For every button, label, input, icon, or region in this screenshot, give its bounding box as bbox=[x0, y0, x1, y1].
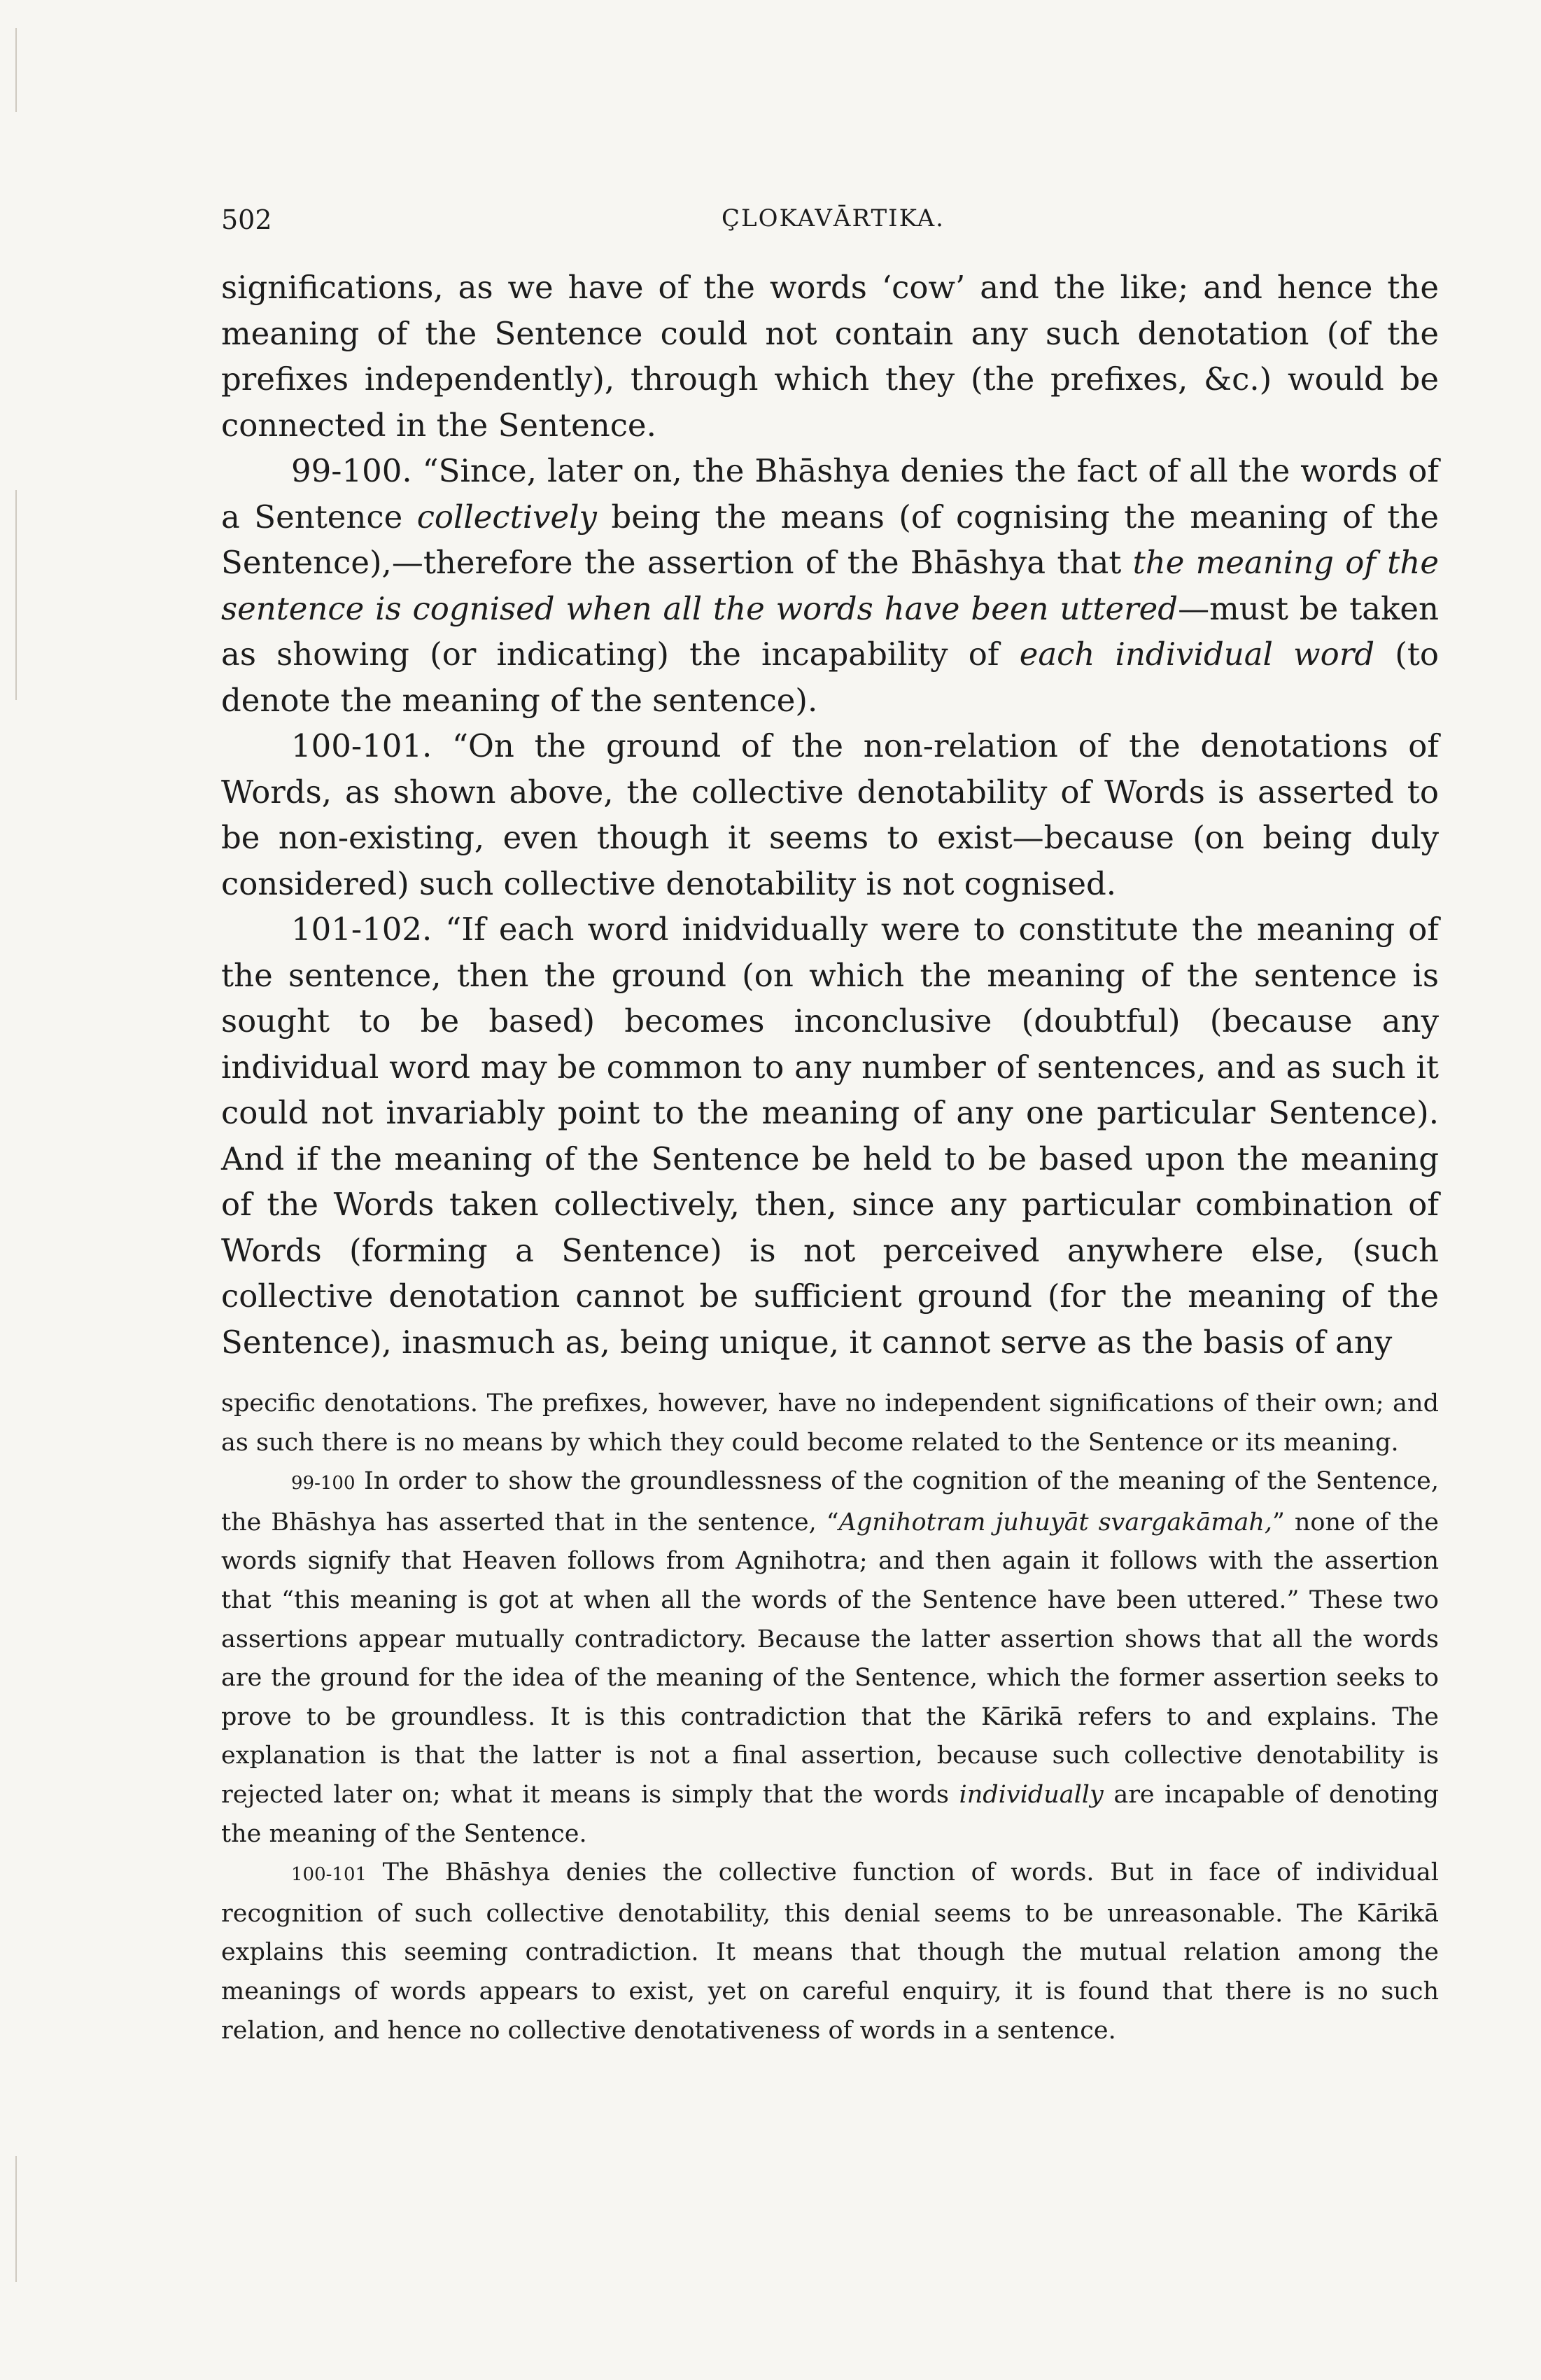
verse-text: being the means (of cognising the meaning of the Sentence),—therefore the assertion of the Bhāshya that bbox=[221, 498, 1439, 581]
verse-99-100 bbox=[221, 448, 1439, 723]
footnote-emphasis: Agnihotram juhuyāt svargakāmah, bbox=[838, 1508, 1272, 1536]
footnote-text: In order to show the groundlessness of the cognition of the meaning of the Sentence, the Bhāshya has asserted that in the sentence, “ bbox=[221, 1467, 1439, 1536]
footnote-text: The Bhāshya denies the collective function of words. But in face of individual recognition of such collective denotability, this denial seems to be unreasonable. The Kārikā explains this seeming contradiction. It means that though the mutual relation among the meanings of words appears to exist, yet on careful enquiry, it is found that there is no such relation, and hence no collective denotativeness of words in a sentence. bbox=[221, 1858, 1439, 2045]
footnotes bbox=[221, 1385, 1439, 2050]
verse-emphasis: collectively bbox=[416, 498, 597, 536]
running-title: ÇLOKAVĀRTIKA. bbox=[722, 204, 945, 232]
page-number: 502 bbox=[221, 204, 272, 235]
verse-number: 101-102. bbox=[291, 911, 432, 948]
footnote-emphasis: individually bbox=[959, 1780, 1104, 1809]
verse-emphasis: the meaning of the sentence is cognised when all the words have been uttered bbox=[221, 544, 1439, 627]
verse-text: —must be taken as showing (or indicating) the incapability of bbox=[221, 589, 1439, 673]
footnote-100-101 bbox=[221, 1854, 1439, 2050]
scan-margin-line bbox=[15, 2156, 17, 2282]
main-text bbox=[221, 265, 1439, 1365]
verse-number: 100-101. bbox=[291, 727, 432, 764]
verse-number: 99-100. bbox=[291, 452, 412, 489]
footnote-reference: 100-101 bbox=[291, 1864, 367, 1886]
scan-margin-line bbox=[15, 28, 17, 112]
verse-emphasis: each individual word bbox=[1019, 636, 1375, 673]
footnote-text: ” none of the words signify that Heaven follows from Agnihotra; and then again it follows with the assertion that “this meaning is got at when all the words of the Sentence have been uttered.” These two assertions appear mutually contradictory. Because the latter assertion shows that all the words are the ground for the idea of the meaning of the Sentence, which the former assertion seeks to prove to be groundless. It is this contradiction that the Kārikā refers to and explains. The explanation is that the latter is not a final assertion, because such collective denotability is rejected later on; what it means is simply that the words bbox=[221, 1508, 1440, 1809]
verse-text: “If each word inidvidually were to constitute the meaning of the sentence, then the ground (on which the meaning of the sentence is sought to be based) becomes inconclusive (doubtful) (because any individual word may be common to any number of sentences, and as such it could not invariably point to the meaning of any one particular Sentence). And if the meaning of the Sentence be held to be based upon the meaning of the Words taken collectively, then, since any particular combination of Words (forming a Sentence) is not perceived anywhere else, (such collective denotation cannot be sufficient ground (for the meaning of the Sentence), inasmuch as, being unique, it cannot serve as the basis of any bbox=[221, 911, 1439, 1361]
verse-101-102 bbox=[221, 906, 1439, 1365]
verse-100-101 bbox=[221, 723, 1439, 906]
footnote-reference: 99-100 bbox=[291, 1473, 356, 1494]
scan-margin-line bbox=[15, 490, 17, 700]
paragraph-continuation: significations, as we have of the words ‘cow’ and the like; and hence the meaning of the Sentence could not contain any such denotation (of the prefixes independently), through which they (the prefixes, &c.) would be connected in the Sentence. bbox=[221, 269, 1439, 444]
footnote-99-100 bbox=[221, 1462, 1439, 1854]
verse-text: “Since, later on, the Bhāshya denies the fact of all the words of a Sentence bbox=[221, 452, 1439, 536]
footnote-text: are incapable of denoting the meaning of the Sentence. bbox=[221, 1780, 1439, 1848]
verse-text: “On the ground of the non-relation of the denotations of Words, as shown above, the collective denotability of Words is asserted to be non-existing, even though it seems to exist—because (on being duly considered) such collective denotability is not cognised. bbox=[221, 727, 1439, 902]
page-header bbox=[221, 204, 1439, 253]
verse-text: (to denote the meaning of the sentence). bbox=[221, 636, 1440, 719]
footnote-continuation: specific denotations. The prefixes, however, have no independent significations of their own; and as such there is no means by which they could become related to the Sentence or its meaning. bbox=[221, 1390, 1439, 1457]
